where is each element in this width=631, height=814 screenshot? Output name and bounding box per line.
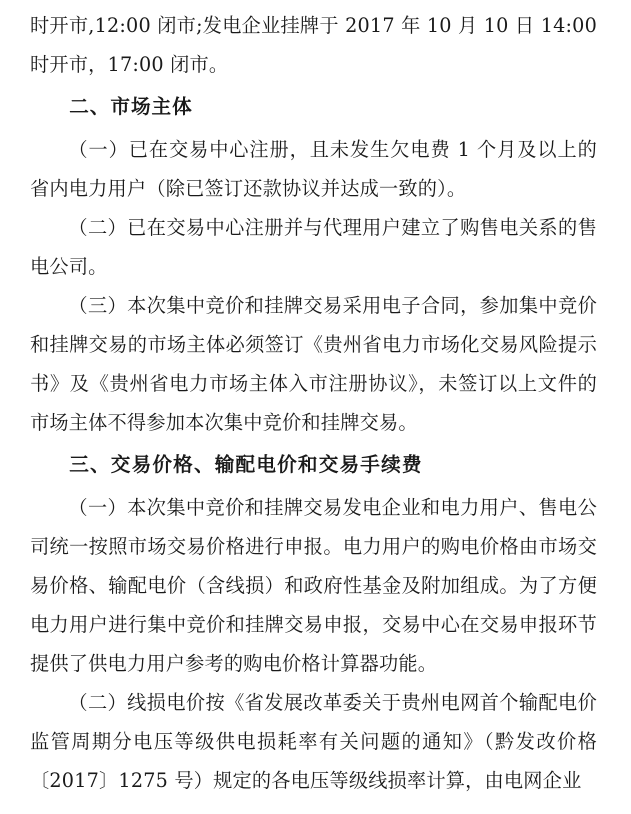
heading-market-entities: 二、市场主体 (69, 95, 193, 118)
continuation-paragraph: 时开市,12:00 闭市;发电企业挂牌于 2017 年 10 月 10 日 14:00 时开市，17:00 闭市。 (30, 14, 597, 76)
item-3-1: （一）本次集中竞价和挂牌交易发电企业和电力用户、售电公司统一按照市场交易价格进行申报。电力用户的购电价格由市场交易价格、输配电价（含线损）和政府性基金及附加组成。为了方便电力用户进行集中竞价和挂牌交易申报，交易中心在交易申报环节提供了供电力用户参考的购电价格计算器功能。 (30, 496, 597, 675)
heading-price-fees: 三、交易价格、输配电价和交易手续费 (69, 453, 423, 476)
item-3-2: （二）线损电价按《省发展改革委关于贵州电网首个输配电价监管周期分电压等级供电损耗率有关问题的通知》（黔发改价格〔2017〕1275 号）规定的各电压等级线损率计算，由电网企业 (30, 691, 597, 792)
item-2-1: （一）已在交易中心注册，且未发生欠电费 1 个月及以上的省内电力用户（除已签订还款协议并达成一致的）。 (30, 138, 597, 200)
item-2-3: （三）本次集中竞价和挂牌交易采用电子合同，参加集中竞价和挂牌交易的市场主体必须签订《贵州省电力市场化交易风险提示书》及《贵州省电力市场主体入市注册协议》，未签订以上文件的市场主体不得参加本次集中竞价和挂牌交易。 (30, 294, 597, 434)
item-2-2: （二）已在交易中心注册并与代理用户建立了购售电关系的售电公司。 (30, 216, 597, 278)
